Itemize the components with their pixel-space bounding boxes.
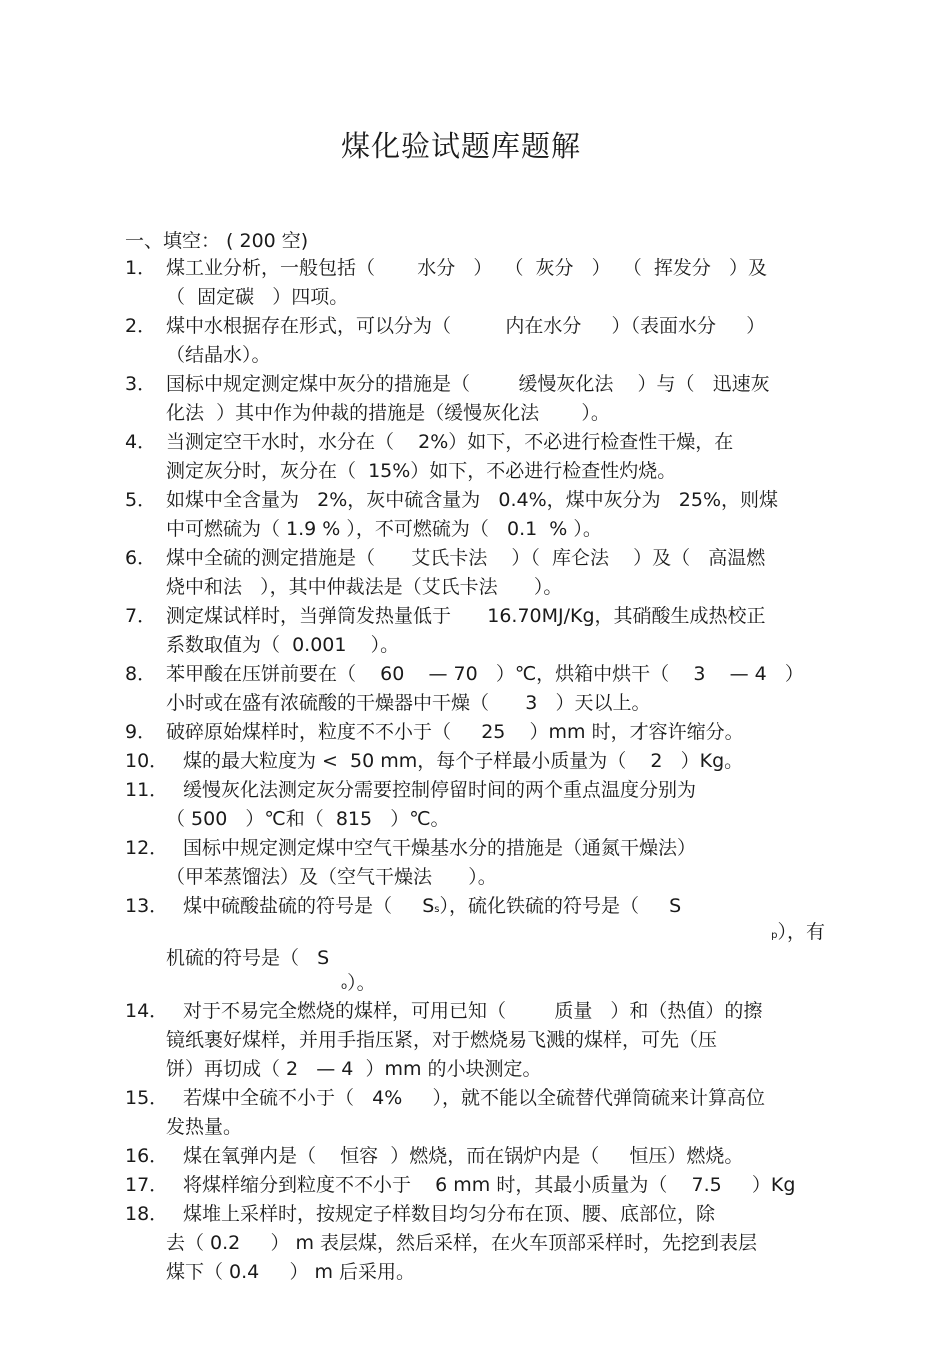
question-text-line: 若煤中全硫不小于（ 4% ），就不能以全硫替代弹筒硫来计算高位	[183, 1087, 765, 1109]
question-text-line: 煤工业分析，一般包括（ 水分 ） （ 灰分 ） （ 挥发分 ）及	[166, 257, 767, 279]
question-number: 6．	[125, 547, 157, 569]
question-number: 10．	[125, 750, 169, 772]
question-text-line: 将煤样缩分到粒度不不小于 6 mm 时，其最小质量为（ 7.5 ）Kg	[183, 1174, 796, 1196]
question-text-segment: ），硫化铁硫的符号是（ S	[439, 895, 682, 917]
question-text-line: 煤中水根据存在形式，可以分为（ 内在水分 ）（表面水分 ）	[166, 315, 766, 337]
question-text-line: 缓慢灰化法测定灰分需要控制停留时间的两个重点温度分别为	[183, 779, 697, 801]
question-text-segment: 煤中硫酸盐硫的符号是（ S	[183, 895, 435, 917]
question-text-line: 如煤中全含量为 2%，灰中硫含量为 0.4%，煤中灰分为 25%，则煤	[166, 489, 778, 511]
question-text-line: 国标中规定测定煤中空气干燥基水分的措施是（通氮干燥法）	[183, 837, 697, 859]
subscript: s	[434, 904, 440, 915]
question-1	[125, 254, 845, 312]
question-10	[125, 747, 845, 776]
question-text-line: （甲苯蒸馏法）及（空气干燥法 ）。	[166, 866, 497, 888]
question-number: 12．	[125, 837, 169, 859]
question-text-line: 国标中规定测定煤中灰分的措施是（ 缓慢灰化法 ）与（ 迅速灰	[166, 373, 770, 395]
question-number: 9．	[125, 721, 157, 743]
question-number: 11．	[125, 779, 169, 801]
question-text-line: 中可燃硫为（ 1.9 % ），不可燃硫为（ 0.1 % ）。	[166, 518, 602, 540]
question-text-line	[125, 921, 845, 944]
page-title: 煤化验试题库题解	[340, 129, 581, 163]
question-number: 7．	[125, 605, 157, 627]
question-text-line: 煤在氧弹内是（ 恒容 ）燃烧，而在锅炉内是（ 恒压）燃烧。	[183, 1145, 744, 1167]
subscript: o	[341, 981, 348, 992]
question-text-line	[125, 944, 845, 973]
question-number: 13．	[125, 895, 169, 917]
question-13	[125, 892, 845, 997]
question-2	[125, 312, 845, 370]
question-text-segment: ）。	[347, 972, 376, 994]
question-text-line: 煤下（ 0.4 ） m 后采用。	[166, 1261, 416, 1283]
question-text-line: 煤堆上采样时，按规定子样数目均匀分布在顶、腰、底部位，除	[183, 1203, 716, 1225]
question-number: 1．	[125, 257, 157, 279]
question-text-line	[125, 973, 845, 997]
question-6	[125, 544, 845, 602]
question-17	[125, 1171, 845, 1200]
question-text-line: 苯甲酸在压饼前要在（ 60 — 70 ）℃，烘箱中烘干（ 3 — 4 ）	[166, 663, 804, 685]
question-text-line: （ 固定碳 ）四项。	[166, 286, 349, 308]
question-16	[125, 1142, 845, 1171]
question-14	[125, 997, 845, 1084]
question-number: 16．	[125, 1145, 169, 1167]
question-text-line: （结晶水）。	[166, 344, 271, 366]
question-number: 5．	[125, 489, 157, 511]
question-number: 2．	[125, 315, 157, 337]
question-text-line: 系数取值为（ 0.001 ）。	[166, 634, 400, 656]
question-text-segment: 机硫的符号是（ S	[166, 947, 330, 969]
question-text-line: （ 500 ）℃和（ 815 ）℃。	[166, 808, 450, 830]
section-heading: 一、填空： ( 200 空)	[125, 230, 309, 252]
question-12	[125, 834, 845, 892]
question-text-line: 测定煤试样时，当弹筒发热量低于 16.70MJ/Kg，其硝酸生成热校正	[166, 605, 766, 627]
question-list	[125, 254, 845, 1287]
question-5	[125, 486, 845, 544]
question-text-line: 当测定空干水时，水分在（ 2%）如下，不必进行检查性干燥，在	[166, 431, 734, 453]
question-11	[125, 776, 845, 834]
question-text-line: 小时或在盛有浓硫酸的干燥器中干燥（ 3 ）天以上。	[166, 692, 651, 714]
question-text-line: 对于不易完全燃烧的煤样，可用已知（ 质量 ）和（热值）的擦	[183, 1000, 763, 1022]
question-text-line: 去（ 0.2 ） m 表层煤，然后采样，在火车顶部采样时，先挖到表层	[166, 1232, 758, 1254]
question-number: 8．	[125, 663, 157, 685]
question-3	[125, 370, 845, 428]
question-number: 4．	[125, 431, 157, 453]
question-text-line: 煤中全硫的测定措施是（ 艾氏卡法 ）（ 库仑法 ）及（ 高温燃	[166, 547, 766, 569]
question-4	[125, 428, 845, 486]
question-text-line	[125, 892, 845, 924]
question-number: 18．	[125, 1203, 169, 1225]
question-9	[125, 718, 845, 747]
question-number: 15．	[125, 1087, 169, 1109]
question-8	[125, 660, 845, 718]
question-text-line: 烧中和法 ），其中仲裁法是（艾氏卡法 ）。	[166, 576, 563, 598]
question-number: 14．	[125, 1000, 169, 1022]
question-text-line: 煤的最大粒度为 < 50 mm，每个子样最小质量为（ 2 ）Kg。	[183, 750, 744, 772]
question-7	[125, 602, 845, 660]
question-text-line: 化法 ）其中作为仲裁的措施是（缓慢灰化法 ）。	[166, 402, 610, 424]
question-text-line: 饼）再切成（ 2 — 4 ）mm 的小块测定。	[166, 1058, 542, 1080]
question-text-line: 发热量。	[166, 1116, 243, 1138]
question-text-line: 测定灰分时，灰分在（ 15%）如下，不必进行检查性灼烧。	[166, 460, 677, 482]
question-text-segment: ），有	[777, 921, 825, 943]
question-15	[125, 1084, 845, 1142]
question-number: 3．	[125, 373, 157, 395]
question-text-line: 镜纸裹好煤样，并用手指压紧，对于燃烧易飞溅的煤样，可先（压	[166, 1029, 718, 1051]
question-18	[125, 1200, 845, 1287]
question-number: 17．	[125, 1174, 169, 1196]
question-text-line: 破碎原始煤样时，粒度不不小于（ 25 ）mm 时，才容许缩分。	[166, 721, 744, 743]
subscript: p	[771, 930, 778, 941]
